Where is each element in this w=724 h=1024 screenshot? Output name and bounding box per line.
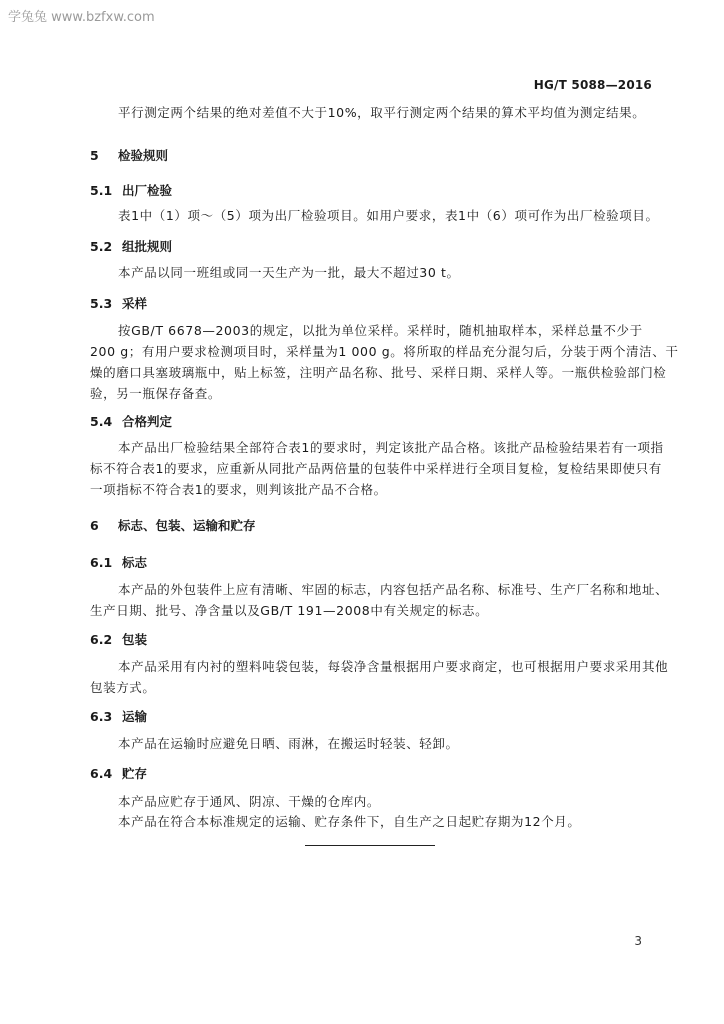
- section-6-3-heading: [90, 707, 147, 725]
- section-5-4-line: 标不符合表1的要求，应重新从同批产品两倍量的包装件中采样进行全项目复检，复检结果即使只有: [90, 461, 662, 476]
- section-number: 5.2: [90, 239, 113, 254]
- section-5-4-heading: [90, 412, 172, 430]
- section-6-heading: [90, 516, 256, 534]
- section-5-3-line: 按GB/T 6678—2003的规定，以批为单位采样。采样时，随机抽取样本，采样总量不少于: [118, 323, 643, 338]
- section-5-2-body: 本产品以同一班组或同一天生产为一批，最大不超过30 t。: [118, 265, 460, 280]
- section-5-heading: [90, 146, 168, 164]
- section-6-4-heading: [90, 764, 147, 782]
- intro-paragraph: 平行测定两个结果的绝对差值不大于10%，取平行测定两个结果的算术平均值为测定结果。: [118, 105, 646, 120]
- section-6-3-body: 本产品在运输时应避免日晒、雨淋，在搬运时轻装、轻卸。: [118, 736, 459, 751]
- section-number: 6.2: [90, 632, 113, 647]
- section-number: 6.3: [90, 709, 113, 724]
- section-5-2-heading: [90, 237, 172, 255]
- section-title: 采样: [122, 296, 148, 311]
- section-5-4-line: 本产品出厂检验结果全部符合表1的要求时，判定该批产品合格。该批产品检验结果若有一项指: [118, 440, 664, 455]
- section-5-3-line: 200 g；有用户要求检测项目时，采样量为1 000 g。将所取的样品充分混匀后，分装于两个清洁、干: [90, 344, 679, 359]
- section-6-1-heading: [90, 553, 147, 571]
- section-title: 组批规则: [122, 239, 173, 254]
- section-title: 标志: [122, 555, 148, 570]
- section-title: 运输: [122, 709, 148, 724]
- section-title: 包装: [122, 632, 148, 647]
- section-5-3-line: 验，另一瓶保存备查。: [90, 386, 222, 401]
- page-number: 3: [634, 934, 642, 948]
- section-6-4-line: 本产品在符合本标准规定的运输、贮存条件下，自生产之日起贮存期为12个月。: [118, 814, 581, 829]
- section-6-2-line: 本产品采用有内衬的塑料吨袋包装，每袋净含量根据用户要求商定，也可根据用户要求采用其他: [118, 659, 669, 674]
- section-number: 5.3: [90, 296, 113, 311]
- standard-number: HG/T 5088—2016: [533, 78, 652, 92]
- section-number: 5: [90, 148, 99, 163]
- section-6-2-heading: [90, 630, 147, 648]
- section-6-1-line: 本产品的外包装件上应有清晰、牢固的标志，内容包括产品名称、标准号、生产厂名称和地址、: [118, 582, 669, 597]
- section-6-1-line: 生产日期、批号、净含量以及GB/T 191—2008中有关规定的标志。: [90, 603, 489, 618]
- section-number: 6.1: [90, 555, 113, 570]
- section-number: 5.1: [90, 183, 113, 198]
- section-number: 6.4: [90, 766, 113, 781]
- end-rule: [305, 845, 435, 846]
- section-title: 出厂检验: [122, 183, 173, 198]
- section-5-3-line: 燥的磨口具塞玻璃瓶中，贴上标签，注明产品名称、批号、采样日期、采样人等。一瓶供检验部门检: [90, 365, 667, 380]
- section-number: 6: [90, 518, 99, 533]
- section-5-4-line: 一项指标不符合表1的要求，则判该批产品不合格。: [90, 482, 387, 497]
- watermark: 学兔兔 www.bzfxw.com: [8, 10, 155, 25]
- section-5-1-heading: [90, 181, 172, 199]
- section-title: 标志、包装、运输和贮存: [118, 518, 256, 533]
- section-5-1-body: 表1中（1）项～（5）项为出厂检验项目。如用户要求，表1中（6）项可作为出厂检验项目。: [118, 208, 659, 223]
- section-title: 贮存: [122, 766, 148, 781]
- section-title: 合格判定: [122, 414, 173, 429]
- section-number: 5.4: [90, 414, 113, 429]
- section-6-2-line: 包装方式。: [90, 680, 156, 695]
- section-5-3-heading: [90, 294, 147, 312]
- section-title: 检验规则: [118, 148, 169, 163]
- section-6-4-line: 本产品应贮存于通风、阴凉、干燥的仓库内。: [118, 794, 381, 809]
